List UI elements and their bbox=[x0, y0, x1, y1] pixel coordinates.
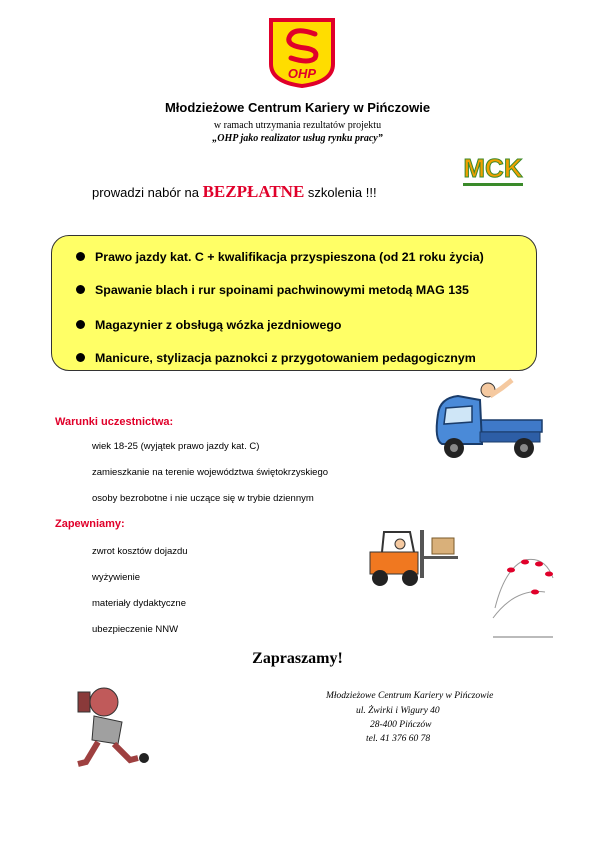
bullet-icon bbox=[76, 252, 85, 261]
condition-item: osoby bezrobotne i nie uczące się w trybie dziennym bbox=[92, 493, 314, 504]
intro-highlight: BEZPŁATNE bbox=[202, 182, 305, 201]
provide-item: materiały dydaktyczne bbox=[92, 598, 186, 609]
bullet-icon bbox=[76, 320, 85, 329]
mck-logo-text: MCK bbox=[463, 153, 523, 183]
intro-before: prowadzi nabór na bbox=[92, 185, 203, 200]
course-item: Spawanie blach i rur spoinami pachwinowymi metodą MAG 135 bbox=[76, 283, 469, 297]
page-title: Młodzieżowe Centrum Kariery w Pińczowie bbox=[164, 100, 431, 115]
provide-item: wyżywienie bbox=[92, 572, 141, 583]
courses-box bbox=[51, 235, 537, 371]
mascot-illustration bbox=[64, 682, 156, 774]
provide-item: zwrot kosztów dojazdu bbox=[92, 546, 188, 557]
intro-line bbox=[92, 182, 377, 202]
provide-item: ubezpieczenie NNW bbox=[92, 624, 179, 635]
address-line-4: tel. 41 376 60 78 bbox=[366, 734, 431, 744]
subtitle-line-2: „OHP jako realizator usług rynku pracy” bbox=[212, 133, 383, 144]
condition-item: wiek 18-25 (wyjątek prawo jazdy kat. C) bbox=[92, 441, 260, 452]
bullet-icon bbox=[76, 285, 85, 294]
ohp-logo bbox=[265, 16, 339, 88]
ohp-logo-text: OHP bbox=[287, 66, 317, 81]
address-line-3: 28-400 Pińczów bbox=[370, 720, 432, 730]
intro-after: szkolenia !!! bbox=[304, 185, 377, 200]
course-item: Prawo jazdy kat. C + kwalifikacja przyspieszona (od 21 roku życia) bbox=[76, 250, 484, 264]
bullet-icon bbox=[76, 353, 85, 362]
provide-heading: Zapewniamy: bbox=[55, 518, 125, 530]
conditions-heading: Warunki uczestnictwa: bbox=[55, 416, 174, 428]
manicure-illustration bbox=[485, 548, 561, 648]
truck-illustration bbox=[428, 378, 546, 470]
course-item: Manicure, stylizacja paznokci z przygotowaniem pedagogicznym bbox=[76, 351, 476, 365]
address-line-2: ul. Żwirki i Wigury 40 bbox=[356, 706, 440, 716]
condition-item: zamieszkanie na terenie województwa świętokrzyskiego bbox=[92, 467, 329, 478]
subtitle-line-1: w ramach utrzymania rezultatów projektu bbox=[213, 120, 382, 131]
address-line-1: Młodzieżowe Centrum Kariery w Pińczowie bbox=[326, 691, 494, 701]
invite-heading: Zapraszamy! bbox=[252, 650, 343, 667]
forklift-illustration bbox=[362, 526, 462, 588]
course-item: Magazynier z obsługą wózka jezdniowego bbox=[76, 318, 341, 332]
mck-logo bbox=[457, 147, 529, 193]
